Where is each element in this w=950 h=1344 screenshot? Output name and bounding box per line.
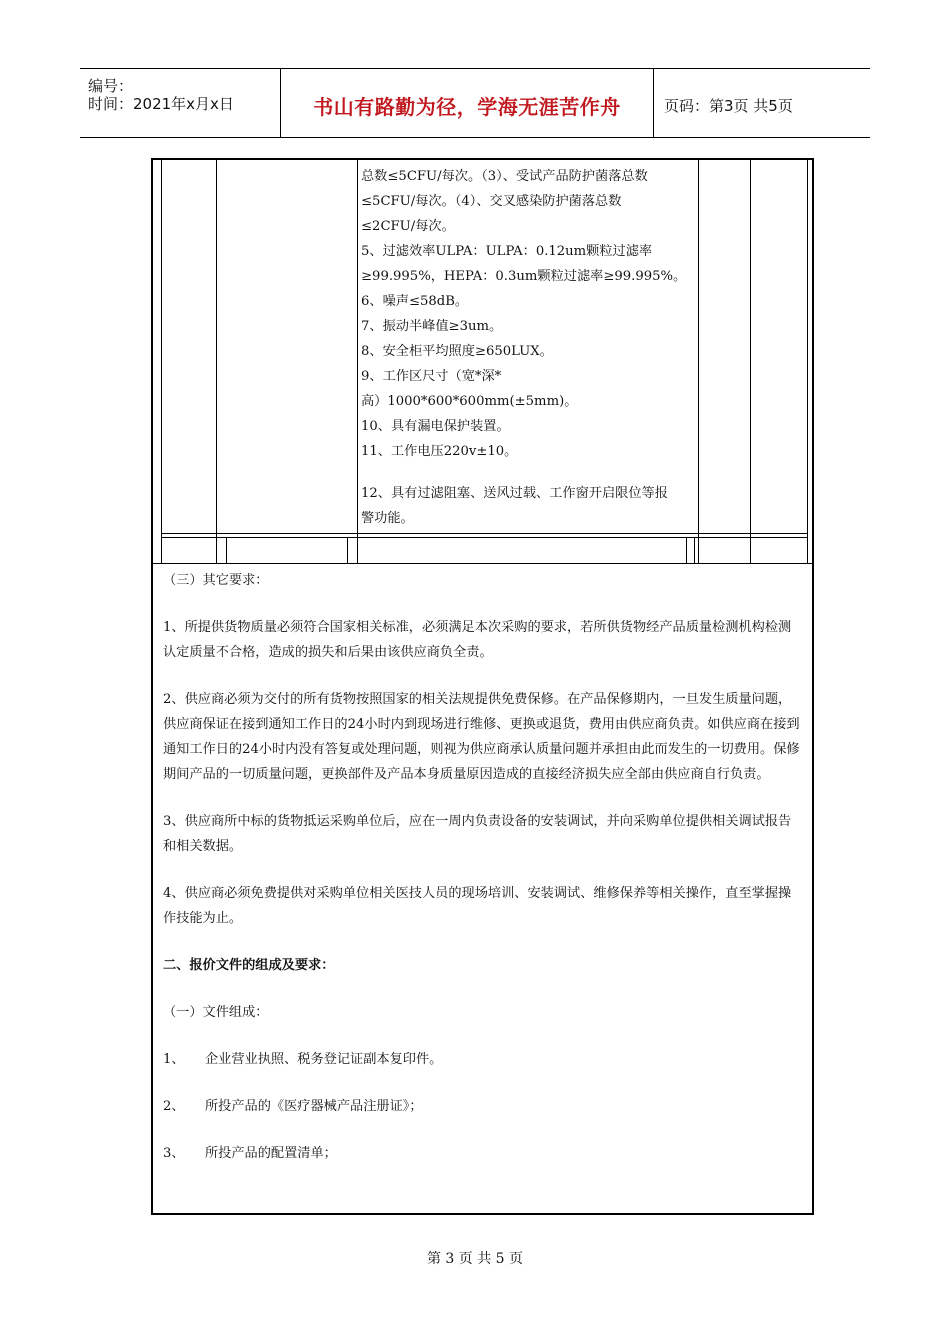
other-requirements-heading: （三）其它要求： [163, 573, 269, 588]
table-col-line [807, 160, 808, 563]
list-item: 1、 企业营业执照、税务登记证副本复印件。 [163, 1052, 443, 1067]
header-meta-cell [80, 69, 281, 137]
table-row-line [161, 537, 808, 538]
table-col-line [357, 160, 358, 563]
page-header [80, 68, 870, 138]
content-frame [151, 158, 814, 1215]
spec-line: 10、具有漏电保护装置。 [361, 419, 510, 434]
requirement-paragraph: 2、供应商必须为交付的所有货物按照国家的相关法规提供免费保修。在产品保修期内，一旦发生质量问题，供应商保证在接到通知工作日的24小时内到现场进行维修、更换或退货，费用由供应商负责。如供应商在接到通知工作日的24小时内没有答复或处理问题，则视为供应商承认质量问题并承担由此而发生的一切费用。保修期间产品的一切质量问题，更换部件及产品本身质量原因造成的直接经济损失应全部由供应商自行负责。 [163, 692, 800, 782]
table-col-line [750, 160, 751, 563]
requirement-paragraph: 1、所提供货物质量必须符合国家相关标准，必须满足本次采购的要求，若所供货物经产品质量检测机构检测认定质量不合格，造成的损失和后果由该供应商负全责。 [163, 620, 792, 660]
page-footer: 第 3 页 共 5 页 [426, 1251, 524, 1267]
table-col-line [226, 537, 227, 563]
header-motto-cell [281, 69, 654, 137]
header-page-label: 页码：第3页 共5页 [664, 97, 793, 115]
table-col-line [161, 160, 162, 563]
requirement-paragraph: 4、供应商必须免费提供对采购单位相关医技人员的现场培训、安装调试、维修保养等相关操作，直至掌握操作技能为止。 [163, 886, 792, 926]
spec-line: 7、振动半峰值≥3um。 [361, 319, 503, 334]
requirement-paragraph: 3、供应商所中标的货物抵运采购单位后，应在一周内负责设备的安装调试，并向采购单位提供相关调试报告和相关数据。 [163, 814, 792, 854]
doc-number-label: 编号： [88, 77, 134, 95]
spec-line: 高）1000*600*600mm(±5mm)。 [361, 394, 578, 409]
requirements-body [163, 568, 803, 1166]
spec-line: ≤5CFU/每次。（4）、交叉感染防护菌落总数 [361, 194, 622, 209]
spec-line: 5、过滤效率ULPA：ULPA：0.12um颗粒过滤率 [361, 244, 653, 259]
header-page-cell [654, 69, 870, 137]
table-col-line [686, 537, 687, 563]
spec-line: 11、工作电压220v±10。 [361, 444, 518, 459]
spec-line: 8、安全柜平均照度≥650LUX。 [361, 344, 553, 359]
table-bottom-line [153, 563, 812, 564]
file-composition-heading: （一）文件组成： [163, 1005, 269, 1020]
doc-time-label: 时间：2021年x月x日 [88, 95, 234, 113]
table-col-line [216, 160, 217, 563]
list-item: 3、 所投产品的配置清单； [163, 1146, 337, 1161]
spec-line: ≥99.995%，HEPA：0.3um颗粒过滤率≥99.995%。 [361, 269, 687, 284]
table-col-line [698, 160, 699, 563]
section-two-heading: 二、报价文件的组成及要求： [163, 958, 335, 973]
spec-line: 9、工作区尺寸（宽*深* [361, 369, 502, 384]
table-row-line [161, 533, 808, 534]
table-col-line [347, 537, 348, 563]
spec-cell [361, 164, 691, 531]
spec-line: 6、噪声≤58dB。 [361, 294, 469, 309]
spec-line: 警功能。 [361, 511, 414, 526]
spec-line: ≤2CFU/每次。 [361, 219, 455, 234]
spec-line: 12、具有过滤阻塞、送风过载、工作窗开启限位等报 [361, 486, 668, 501]
spec-line: 总数≤5CFU/每次。（3）、受试产品防护菌落总数 [361, 169, 648, 184]
table-col-line [694, 537, 695, 563]
header-motto: 书山有路勤为径，学海无涯苦作舟 [313, 95, 621, 119]
list-item: 2、 所投产品的《医疗器械产品注册证》； [163, 1099, 423, 1114]
